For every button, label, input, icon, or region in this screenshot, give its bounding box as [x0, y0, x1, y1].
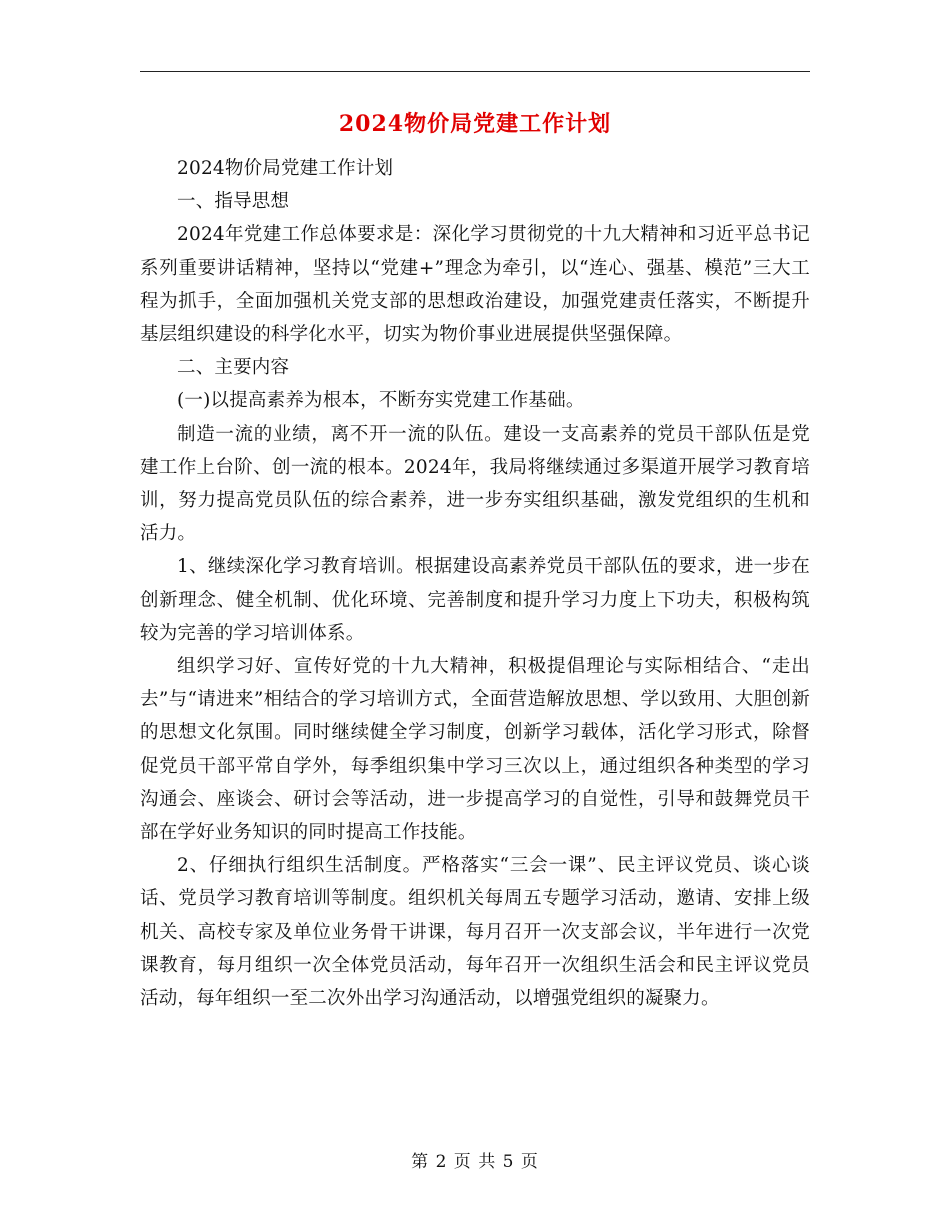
heading-guiding-ideology: 一、指导思想 — [177, 191, 290, 213]
paragraph-team-building: 制造一流的业绩，离不开一流的队伍。建设一支高素养的党员干部队伍是党建工作上台阶、创一流的根本。2024年，我局将继续通过多渠道开展学习教育培训，努力提高党员队伍的综合素养，进一步夯实组织基础，激发党组织的生机和活力。 — [140, 423, 810, 545]
paragraph-item-1: 1、继续深化学习教育培训。根据建设高素养党员干部队伍的要求，进一步在创新理念、健全机制、优化环境、完善制度和提升学习力度上下功夫，积极构筑较为完善的学习培训体系。 — [140, 556, 810, 644]
paragraph-subtitle: 2024物价局党建工作计划 — [177, 158, 394, 179]
heading-main-content: 二、主要内容 — [177, 357, 290, 379]
paragraph-item-2: 2、仔细执行组织生活制度。严格落实“三会一课”、民主评议党员、谈心谈话、党员学习教育培训等制度。组织机关每周五专题学习活动，邀请、安排上级机关、高校专家及单位业务骨干讲课，每月召开一次支部会议，半年进行一次党课教育，每月组织一次全体党员活动，每年召开一次组织生活会和民主评议党员活动，每年组织一至二次外出学习沟通活动，以增强党组织的凝聚力。 — [140, 855, 810, 1010]
header-rule — [140, 71, 810, 72]
paragraph-study-organization: 组织学习好、宣传好党的十九大精神，积极提倡理论与实际相结合、“走出去”与“请进来”相结合的学习培训方式，全面营造解放思想、学以致用、大胆创新的思想文化氛围。同时继续健全学习制度，创新学习载体，活化学习形式，除督促党员干部平常自学外，每季组织集中学习三次以上，通过组织各种类型的学习沟通会、座谈会、研讨会等活动，进一步提高学习的自觉性，引导和鼓舞党员干部在学好业务知识的同时提高工作技能。 — [140, 656, 810, 844]
page-footer: 第 2 页 共 5 页 — [411, 1152, 539, 1172]
document-body — [140, 152, 810, 1015]
subheading-improve-quality: (一)以提高素养为根本，不断夯实党建工作基础。 — [177, 390, 585, 412]
paragraph-overall-requirements: 2024年党建工作总体要求是：深化学习贯彻党的十九大精神和习近平总书记系列重要讲话精神，坚持以“党建+”理念为牵引，以“连心、强基、模范”三大工程为抓手，全面加强机关党支部的思想政治建设，加强党建责任落实，不断提升基层组织建设的科学化水平，切实为物价事业进展提供坚强保障。 — [140, 224, 810, 346]
page-title: 2024物价局党建工作计划 — [338, 111, 612, 137]
